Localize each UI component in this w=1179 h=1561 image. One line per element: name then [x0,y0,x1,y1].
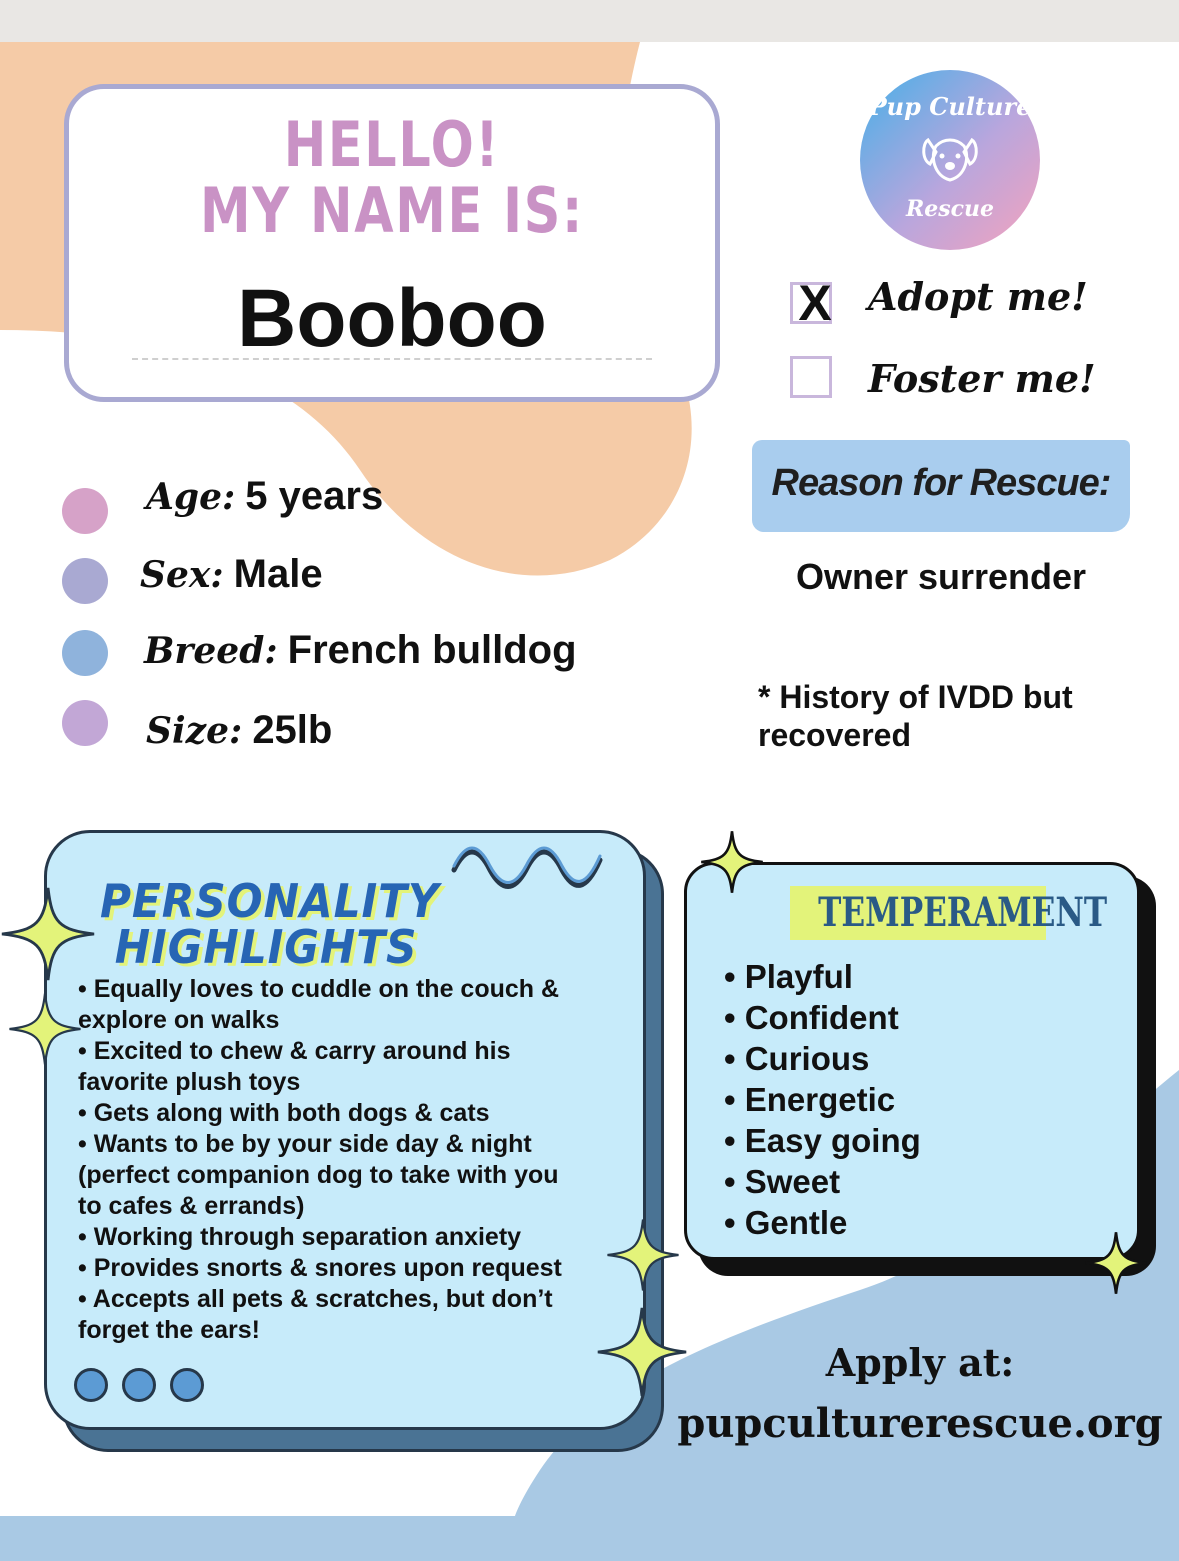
name-tag-greeting [123,108,661,247]
temperament-title: TEMPERAMENT [818,889,1108,936]
personality-line: • Excited to chew & carry around his [78,1037,511,1065]
age-value: 5 years [245,474,384,518]
personality-line: forget the ears! [78,1316,260,1344]
sex-value: Male [233,552,323,596]
age-dot [62,488,108,534]
history-note [758,678,1138,754]
breed-label: Breed: [144,630,278,672]
apply-url[interactable]: pupculturerescue.org [677,1400,1163,1447]
personality-line: • Provides snorts & snores upon request [78,1254,562,1282]
temperament-item: • Sweet [724,1163,841,1200]
reason-text: Owner surrender [795,556,1087,597]
greeting-line-1: HELLO! [283,108,501,181]
personality-dot-3 [170,1368,204,1402]
personality-line: (perfect companion dog to take with you [78,1161,559,1189]
sparkle-icon [606,1218,680,1292]
history-note-line-1: * History of IVDD but [758,679,1073,715]
sparkle-icon [596,1306,688,1398]
logo-bottom-text: Rescue [905,196,995,222]
personality-line: to cafes & errands) [78,1192,305,1220]
temperament-list [724,956,921,1243]
sparkle-icon [1084,1228,1148,1298]
personality-line: favorite plush toys [78,1068,301,1096]
personality-dot-2 [122,1368,156,1402]
temperament-item: • Energetic [724,1081,896,1118]
sex-label: Sex: [140,554,224,596]
sex-row [140,552,323,597]
size-label: Size: [146,710,243,752]
personality-dot-1 [74,1368,108,1402]
personality-title [100,874,440,974]
size-value: 25lb [252,708,333,752]
personality-title-line-2: HIGHLIGHTS [114,920,418,974]
top-bar [0,0,1179,42]
foster-checkbox[interactable] [790,356,832,398]
bottom-bar [0,1516,1179,1561]
temperament-item: • Easy going [724,1122,921,1159]
personality-line: • Wants to be by your side day & night [78,1130,532,1158]
apply-label: Apply at: [825,1340,1015,1385]
dog-face-icon [920,130,980,186]
sparkle-icon [8,992,82,1066]
history-note-line-2: recovered [758,717,911,753]
sparkle-icon [0,886,96,982]
temperament-item: • Confident [724,999,899,1036]
temperament-item: • Curious [724,1040,870,1077]
age-label: Age: [146,476,236,518]
size-row [146,708,332,753]
pet-name: Booboo [237,273,547,364]
personality-line: • Working through separation anxiety [78,1223,522,1251]
size-dot [62,700,108,746]
personality-line: explore on walks [78,1006,280,1034]
logo-top-text: Pup Culture [868,92,1032,121]
name-underline [132,358,652,360]
greeting-line-2: MY NAME IS: [200,174,584,247]
personality-list [78,974,618,1346]
reason-title: Reason for Rescue: [771,462,1111,504]
temperament-item: • Gentle [724,1204,848,1241]
breed-value: French bulldog [287,628,577,672]
personality-line: • Gets along with both dogs & cats [78,1099,490,1127]
temperament-item: • Playful [724,958,853,995]
age-row [146,474,383,519]
breed-row [144,628,577,673]
sparkle-icon [700,830,764,894]
personality-title-line-1: PERSONALITY [100,874,440,928]
personality-line: • Accepts all pets & scratches, but don’t [78,1285,553,1313]
squiggle-icon [450,846,610,892]
adopt-label: Adopt me! [868,274,1088,319]
adopt-check-mark: X [798,275,832,331]
foster-label: Foster me! [868,356,1096,401]
sex-dot [62,558,108,604]
breed-dot [62,630,108,676]
personality-line: • Equally loves to cuddle on the couch & [78,975,560,1003]
